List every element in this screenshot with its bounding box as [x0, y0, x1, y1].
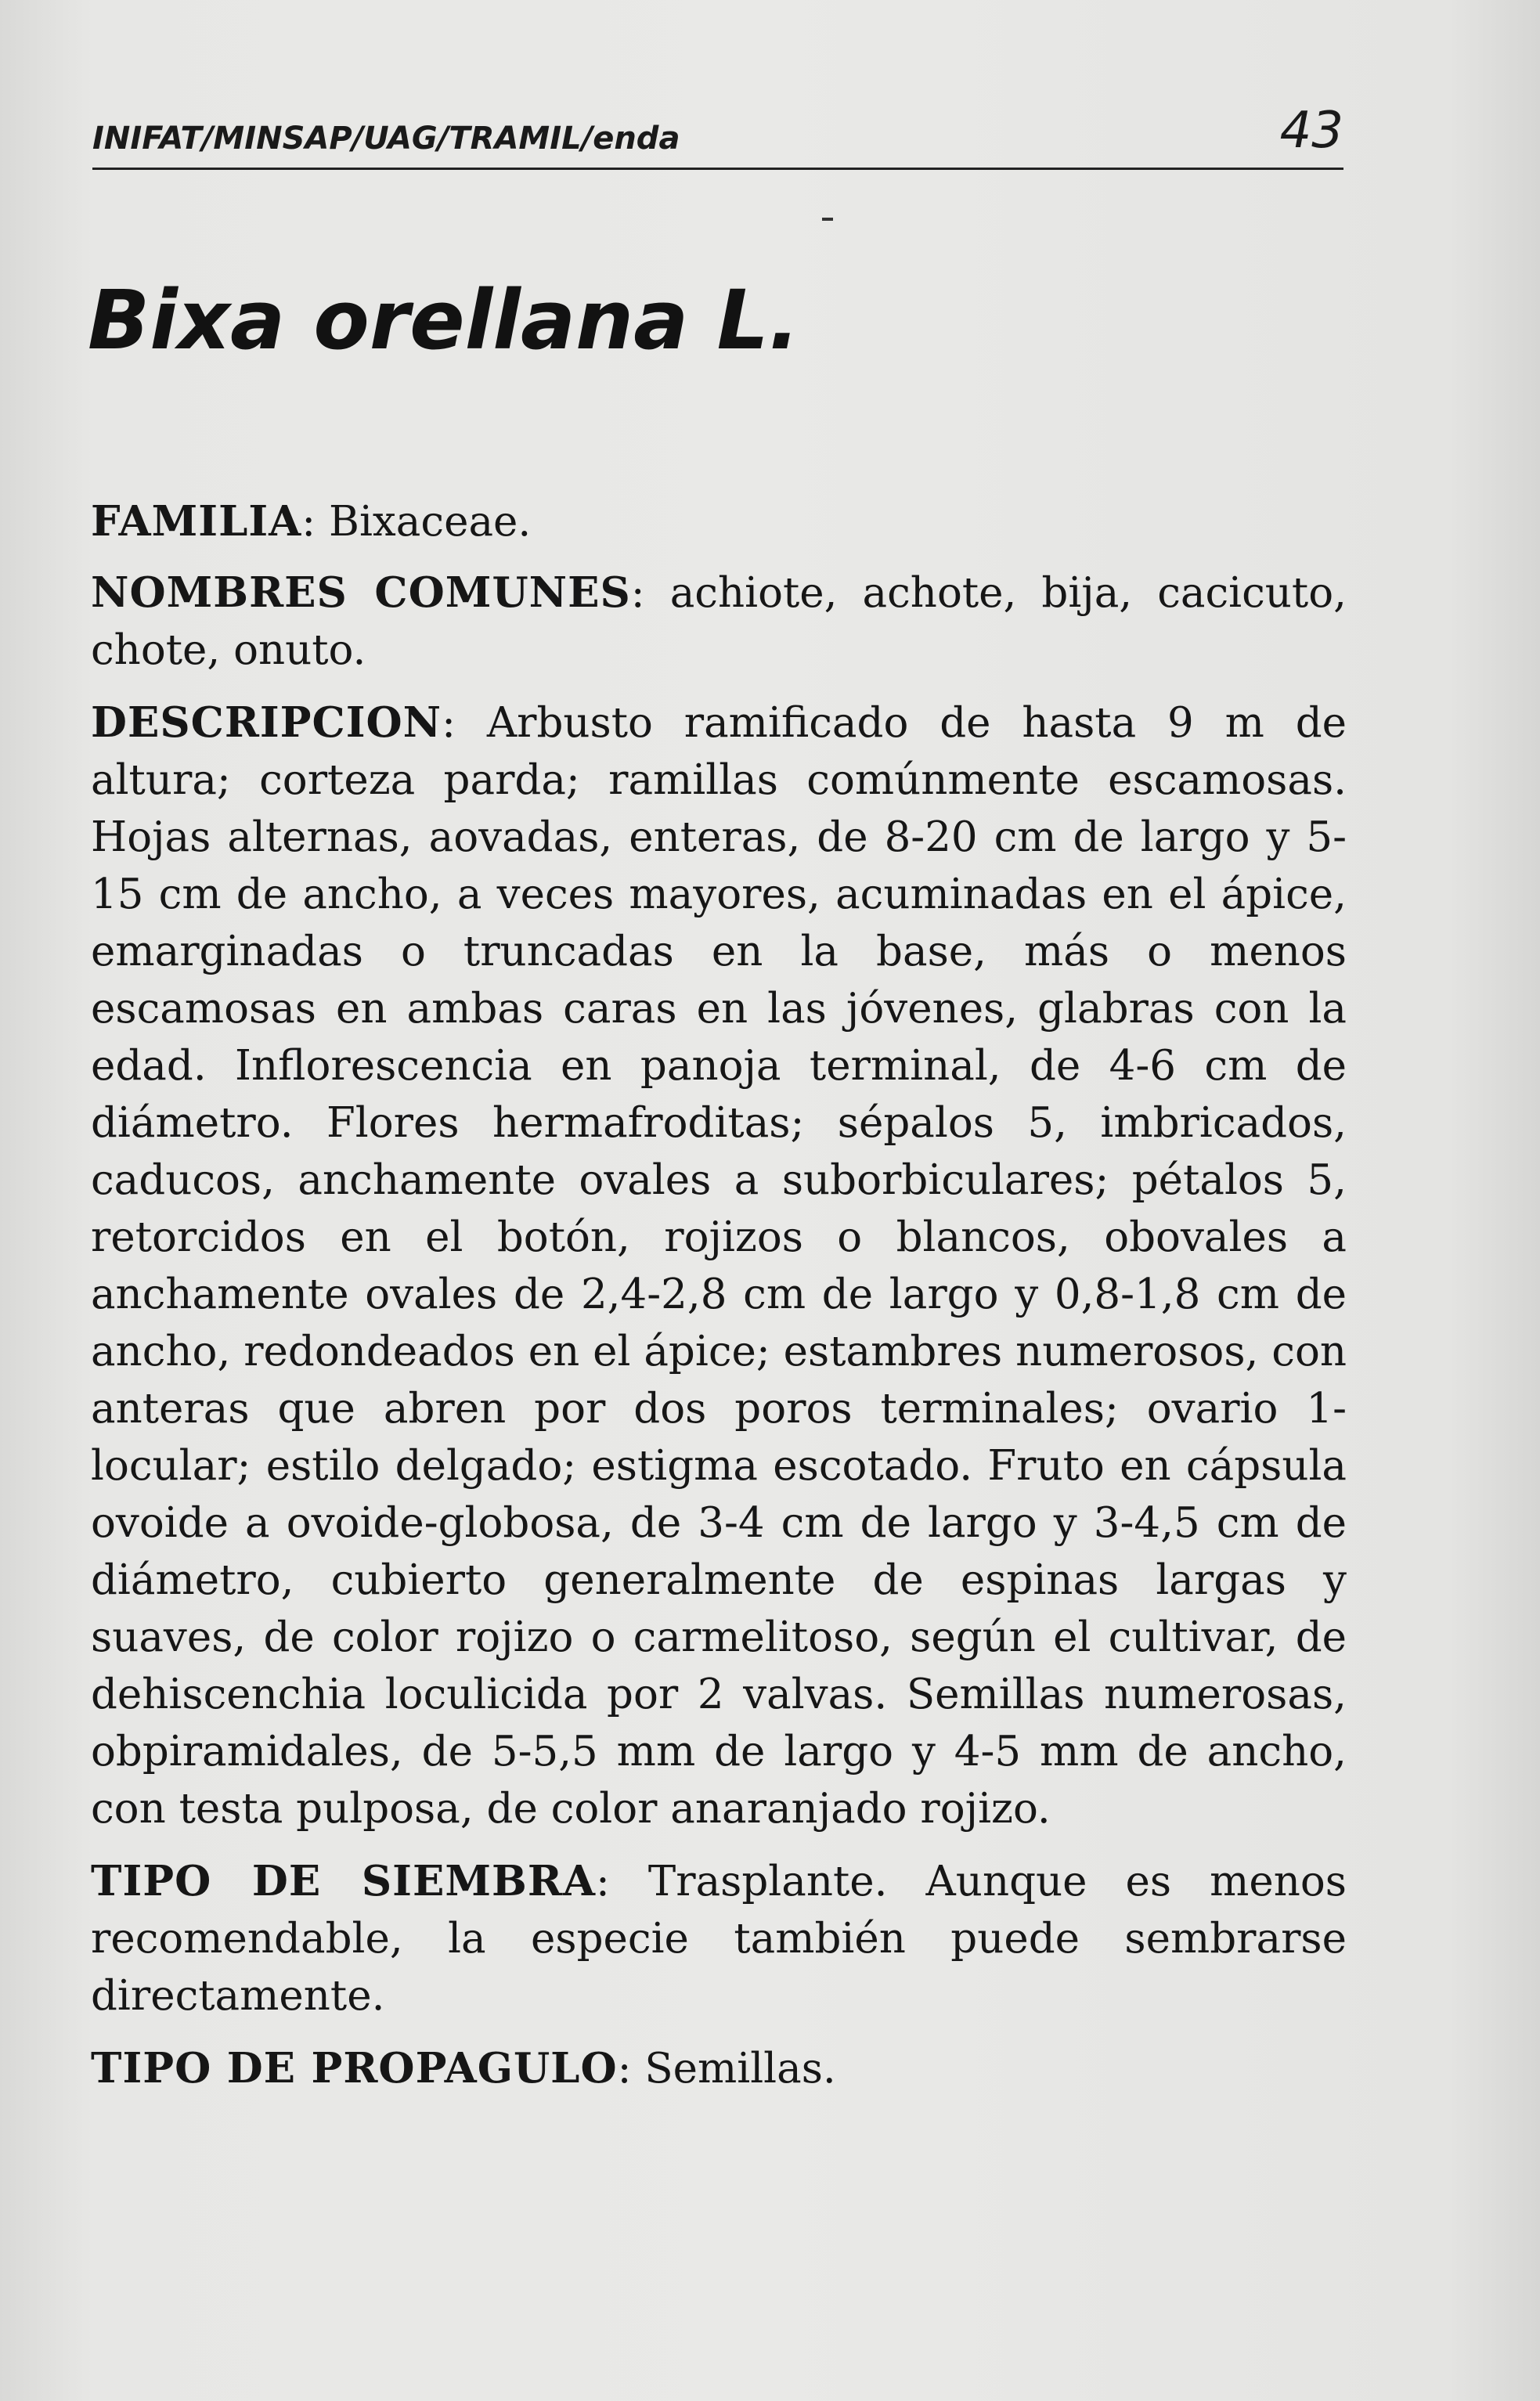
section-nombres-comunes: NOMBRES COMUNES: achiote, achote, bija, cacicuto, chote, onuto. — [91, 568, 1347, 674]
running-header — [92, 100, 1343, 170]
section-familia: FAMILIA: Bixaceae. — [91, 497, 532, 546]
section-tipo-de-siembra-text: Trasplante. Aunque es menos recomendable, la especie también puede sembrarse directamente. — [91, 1858, 1347, 2020]
publisher-credit: INIFAT/MINSAP/UAG/TRAMIL/enda — [92, 121, 680, 157]
section-nombres-comunes-text: achiote, achote, bija, cacicuto, chote, onuto. — [91, 569, 1347, 674]
section-tipo-de-propagulo: TIPO DE PROPAGULO: Semillas. — [91, 2044, 836, 2093]
section-tipo-de-propagulo-text: Semillas. — [644, 2045, 836, 2093]
section-tipo-de-siembra: TIPO DE SIEMBRA: Trasplante. Aunque es menos recomendable, la especie también puede sembrarse directamente. — [91, 1857, 1347, 2020]
section-nombres-comunes-label: NOMBRES COMUNES — [91, 568, 631, 617]
section-descripcion: DESCRIPCION: Arbusto ramificado de hasta 9 m de altura; corteza parda; ramillas comúnmente escamosas. Hojas alternas, aovadas, enteras, de 8-20 cm de largo y 5-15 cm de ancho, a veces mayores, acuminadas en el ápice, emarginadas o truncadas en la base, más o menos escamosas en ambas caras en las jóvenes, glabras con la edad. Inflorescencia en panoja terminal, de 4-6 cm de diámetro. Flores hermafroditas; sépalos 5, imbricados, caducos, anchamente ovales a suborbiculares; pétalos 5, retorcidos en el botón, rojizos o blancos, obovales a anchamente ovales de 2,4-2,8 cm de largo y 0,8-1,8 cm de ancho, redondeados en el ápice; estambres numerosos, con anteras que abren por dos poros terminales; ovario 1-locular; estilo delgado; estigma escotado. Fruto en cápsula ovoide a ovoide-globosa, de 3-4 cm de largo y 3-4,5 cm de diámetro, cubierto generalmente de espinas largas y suaves, de color rojizo o carmelitoso, según el cultivar, de dehiscenchia loculicida por 2 valvas. Semillas numerosas, obpiramidales, de 5-5,5 mm de largo y 4-5 mm de ancho, con testa pulposa, de color anaranjado rojizo. — [91, 698, 1347, 1833]
section-familia-label: FAMILIA — [91, 497, 302, 546]
section-tipo-de-siembra-label: TIPO DE SIEMBRA — [91, 1857, 596, 1905]
section-tipo-de-propagulo-label: TIPO DE PROPAGULO — [91, 2044, 618, 2093]
page-number: 43 — [1279, 102, 1343, 160]
section-familia-text: Bixaceae. — [329, 498, 532, 546]
species-title: Bixa orellana L. — [88, 272, 800, 368]
section-descripcion-text: Arbusto ramificado de hasta 9 m de altura; corteza parda; ramillas comúnmente escamosas. Hojas alternas, aovadas, enteras, de 8-20 cm de largo y 5-15 cm de ancho, a veces mayores, acuminadas en el ápice, emarginadas o truncadas en la base, más o menos escamosas en ambas caras en las jóvenes, glabras con la edad. Inflorescencia en panoja terminal, de 4-6 cm de diámetro. Flores hermafroditas; sépalos 5, imbricados, caducos, anchamente ovales a suborbiculares; pétalos 5, retorcidos en el botón, rojizos o blancos, obovales a anchamente ovales de 2,4-2,8 cm de largo y 0,8-1,8 cm de ancho, redondeados en el ápice; estambres numerosos, con anteras que abren por dos poros terminales; ovario 1-locular; estilo delgado; estigma escotado. Fruto en cápsula ovoide a ovoide-globosa, de 3-4 cm de largo y 3-4,5 cm de diámetro, cubierto generalmente de espinas largas y suaves, de color rojizo o carmelitoso, según el cultivar, de dehiscenchia loculicida por 2 valvas. Semillas numerosas, obpiramidales, de 5-5,5 mm de largo y 4-5 mm de ancho, con testa pulposa, de color anaranjado rojizo. — [91, 699, 1347, 1833]
print-mark — [822, 218, 833, 221]
section-descripcion-label: DESCRIPCION — [91, 698, 442, 747]
species-body — [91, 493, 1347, 2113]
